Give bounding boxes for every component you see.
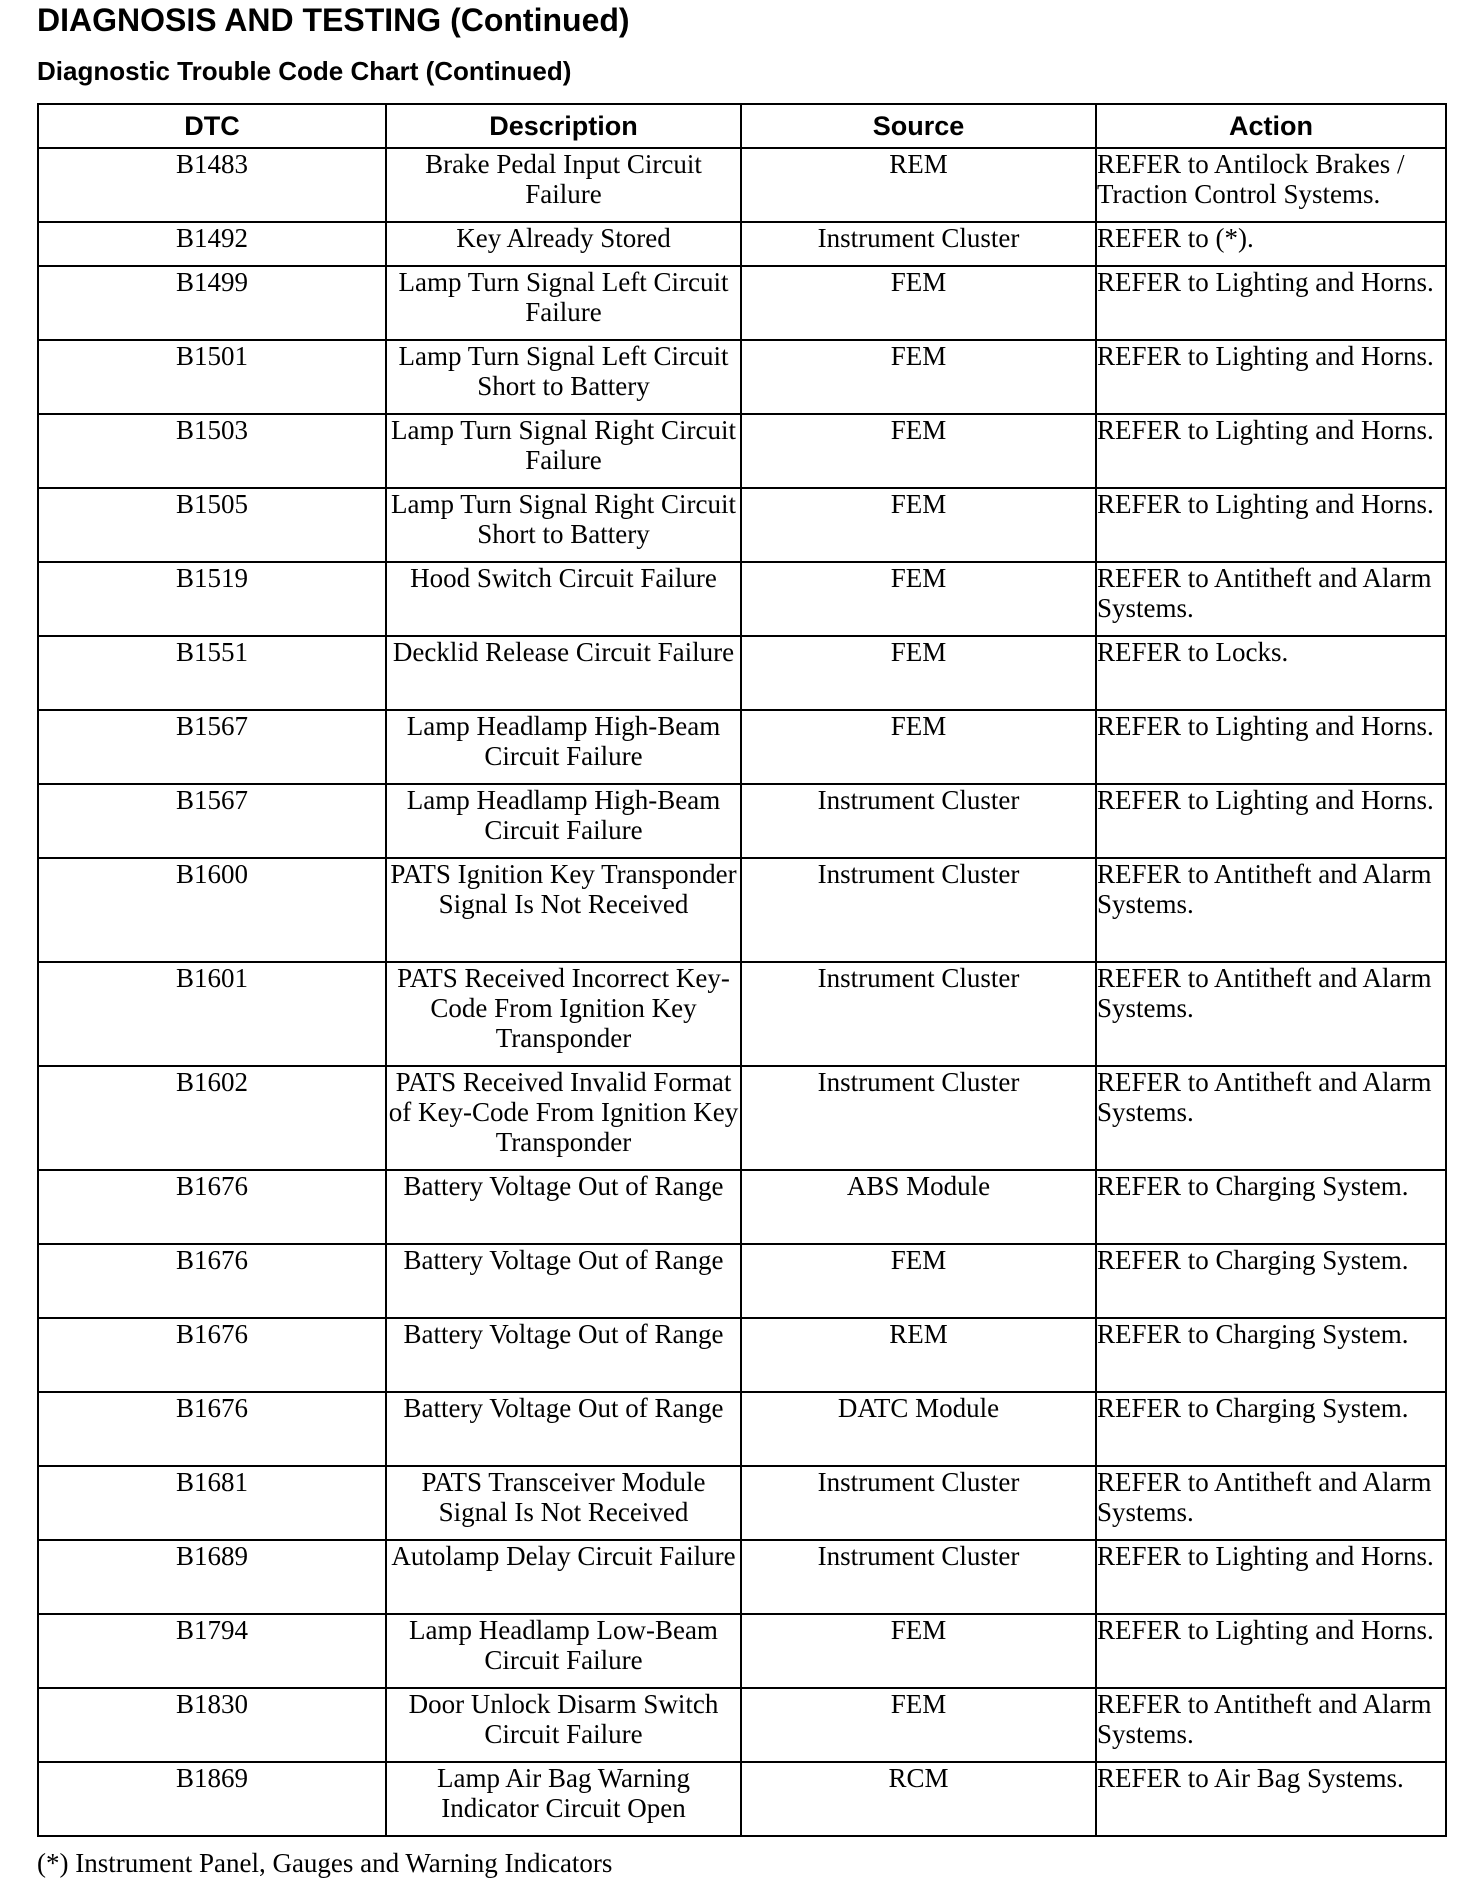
table-row (38, 636, 1446, 710)
description-cell: Lamp Air Bag Warning Indicator Circuit Open (386, 1762, 741, 1836)
action-cell: REFER to Charging System. (1096, 1392, 1446, 1466)
dtc-cell: B1505 (38, 488, 386, 562)
description-cell: Key Already Stored (386, 222, 741, 266)
table-row (38, 1170, 1446, 1244)
source-cell: ABS Module (741, 1170, 1096, 1244)
table-row (38, 1066, 1446, 1170)
action-cell: REFER to Antitheft and Alarm Systems. (1096, 1688, 1446, 1762)
action-cell: REFER to Lighting and Horns. (1096, 488, 1446, 562)
table-row (38, 1614, 1446, 1688)
description-cell: Decklid Release Circuit Failure (386, 636, 741, 710)
action-cell: REFER to Air Bag Systems. (1096, 1762, 1446, 1836)
source-cell: FEM (741, 562, 1096, 636)
source-cell: FEM (741, 1688, 1096, 1762)
table-row (38, 266, 1446, 340)
description-cell: Battery Voltage Out of Range (386, 1318, 741, 1392)
action-cell: REFER to Locks. (1096, 636, 1446, 710)
action-cell: REFER to Lighting and Horns. (1096, 710, 1446, 784)
dtc-cell: B1676 (38, 1392, 386, 1466)
table-row (38, 340, 1446, 414)
column-header-description: Description (386, 104, 741, 148)
source-cell: Instrument Cluster (741, 784, 1096, 858)
dtc-cell: B1503 (38, 414, 386, 488)
source-cell: Instrument Cluster (741, 1066, 1096, 1170)
dtc-cell: B1869 (38, 1762, 386, 1836)
description-cell: Battery Voltage Out of Range (386, 1170, 741, 1244)
action-cell: REFER to Antitheft and Alarm Systems. (1096, 562, 1446, 636)
action-cell: REFER to Antitheft and Alarm Systems. (1096, 1066, 1446, 1170)
table-row (38, 1466, 1446, 1540)
table-row (38, 1762, 1446, 1836)
table-row (38, 488, 1446, 562)
dtc-cell: B1676 (38, 1170, 386, 1244)
action-cell: REFER to (*). (1096, 222, 1446, 266)
dtc-cell: B1519 (38, 562, 386, 636)
action-cell: REFER to Antilock Brakes / Traction Control Systems. (1096, 148, 1446, 222)
action-cell: REFER to Charging System. (1096, 1244, 1446, 1318)
description-cell: Lamp Turn Signal Right Circuit Short to Battery (386, 488, 741, 562)
source-cell: RCM (741, 1762, 1096, 1836)
description-cell: Lamp Turn Signal Right Circuit Failure (386, 414, 741, 488)
source-cell: Instrument Cluster (741, 858, 1096, 962)
dtc-cell: B1501 (38, 340, 386, 414)
dtc-cell: B1492 (38, 222, 386, 266)
description-cell: PATS Ignition Key Transponder Signal Is Not Received (386, 858, 741, 962)
dtc-cell: B1567 (38, 710, 386, 784)
table-row (38, 1244, 1446, 1318)
source-cell: FEM (741, 340, 1096, 414)
source-cell: FEM (741, 266, 1096, 340)
dtc-cell: B1602 (38, 1066, 386, 1170)
dtc-cell: B1830 (38, 1688, 386, 1762)
table-row (38, 784, 1446, 858)
table-row (38, 1688, 1446, 1762)
source-cell: FEM (741, 1244, 1096, 1318)
chart-subtitle: Diagnostic Trouble Code Chart (Continued) (37, 56, 572, 86)
dtc-table (37, 103, 1447, 1837)
source-cell: Instrument Cluster (741, 1466, 1096, 1540)
action-cell: REFER to Charging System. (1096, 1170, 1446, 1244)
source-cell: DATC Module (741, 1392, 1096, 1466)
dtc-cell: B1551 (38, 636, 386, 710)
dtc-cell: B1567 (38, 784, 386, 858)
action-cell: REFER to Lighting and Horns. (1096, 266, 1446, 340)
dtc-cell: B1499 (38, 266, 386, 340)
source-cell: FEM (741, 488, 1096, 562)
dtc-cell: B1601 (38, 962, 386, 1066)
dtc-cell: B1676 (38, 1318, 386, 1392)
source-cell: FEM (741, 636, 1096, 710)
action-cell: REFER to Antitheft and Alarm Systems. (1096, 1466, 1446, 1540)
description-cell: Brake Pedal Input Circuit Failure (386, 148, 741, 222)
source-cell: FEM (741, 414, 1096, 488)
table-row (38, 858, 1446, 962)
dtc-cell: B1681 (38, 1466, 386, 1540)
description-cell: Lamp Headlamp High-Beam Circuit Failure (386, 784, 741, 858)
source-cell: FEM (741, 710, 1096, 784)
column-header-action: Action (1096, 104, 1446, 148)
description-cell: PATS Received Invalid Format of Key-Code From Ignition Key Transponder (386, 1066, 741, 1170)
table-row (38, 710, 1446, 784)
source-cell: REM (741, 148, 1096, 222)
table-row (38, 1392, 1446, 1466)
table-row (38, 222, 1446, 266)
table-row (38, 562, 1446, 636)
action-cell: REFER to Lighting and Horns. (1096, 1540, 1446, 1614)
table-header-row (38, 104, 1446, 148)
source-cell: Instrument Cluster (741, 222, 1096, 266)
column-header-source: Source (741, 104, 1096, 148)
table-row (38, 414, 1446, 488)
footnote: (*) Instrument Panel, Gauges and Warning Indicators (37, 1848, 613, 1878)
page-title: DIAGNOSIS AND TESTING (Continued) (37, 2, 630, 38)
dtc-cell: B1689 (38, 1540, 386, 1614)
action-cell: REFER to Lighting and Horns. (1096, 340, 1446, 414)
action-cell: REFER to Lighting and Horns. (1096, 784, 1446, 858)
table-row (38, 148, 1446, 222)
description-cell: Battery Voltage Out of Range (386, 1392, 741, 1466)
description-cell: Hood Switch Circuit Failure (386, 562, 741, 636)
action-cell: REFER to Lighting and Horns. (1096, 414, 1446, 488)
description-cell: PATS Received Incorrect Key-Code From Ignition Key Transponder (386, 962, 741, 1066)
source-cell: Instrument Cluster (741, 1540, 1096, 1614)
dtc-cell: B1676 (38, 1244, 386, 1318)
column-header-dtc: DTC (38, 104, 386, 148)
action-cell: REFER to Lighting and Horns. (1096, 1614, 1446, 1688)
dtc-cell: B1600 (38, 858, 386, 962)
action-cell: REFER to Antitheft and Alarm Systems. (1096, 858, 1446, 962)
description-cell: Lamp Turn Signal Left Circuit Short to Battery (386, 340, 741, 414)
source-cell: REM (741, 1318, 1096, 1392)
description-cell: PATS Transceiver Module Signal Is Not Received (386, 1466, 741, 1540)
dtc-cell: B1794 (38, 1614, 386, 1688)
table-row (38, 1318, 1446, 1392)
dtc-cell: B1483 (38, 148, 386, 222)
table-row (38, 962, 1446, 1066)
description-cell: Lamp Turn Signal Left Circuit Failure (386, 266, 741, 340)
description-cell: Lamp Headlamp Low-Beam Circuit Failure (386, 1614, 741, 1688)
source-cell: FEM (741, 1614, 1096, 1688)
table-row (38, 1540, 1446, 1614)
description-cell: Battery Voltage Out of Range (386, 1244, 741, 1318)
action-cell: REFER to Charging System. (1096, 1318, 1446, 1392)
description-cell: Autolamp Delay Circuit Failure (386, 1540, 741, 1614)
description-cell: Lamp Headlamp High-Beam Circuit Failure (386, 710, 741, 784)
description-cell: Door Unlock Disarm Switch Circuit Failure (386, 1688, 741, 1762)
source-cell: Instrument Cluster (741, 962, 1096, 1066)
action-cell: REFER to Antitheft and Alarm Systems. (1096, 962, 1446, 1066)
